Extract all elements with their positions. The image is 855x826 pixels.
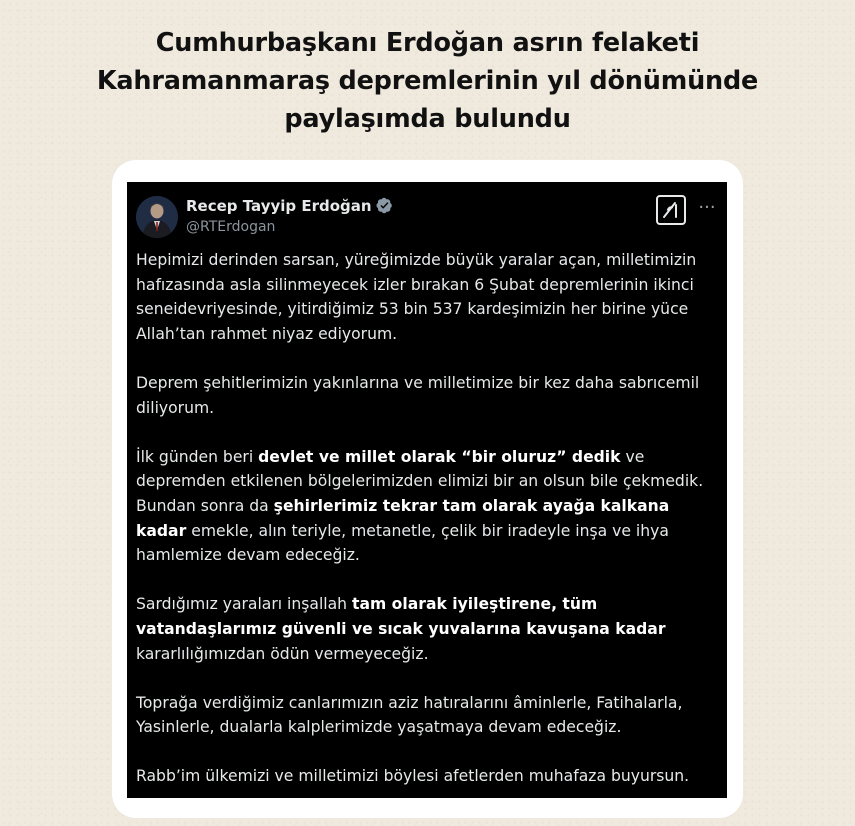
tweet-text xyxy=(136,248,721,789)
tweet-paragraph-6: Rabb’im ülkemizi ve milletimizi böylesi afetlerden muhafaza buyursun. xyxy=(136,767,690,786)
bold-text-run: tam olarak iyileştirene, tüm vatandaşlarımız güvenli ve sıcak yuvalarına kavuşana kadar xyxy=(136,595,666,638)
author-name[interactable]: Recep Tayyip Erdoğan xyxy=(186,196,372,215)
bold-text-run: şehirlerimiz tekrar tam olarak ayağa kalkana kadar xyxy=(136,496,670,540)
text-run: ve depremden etkilenen bölgelerimizden elimizi bir an olsun bile çekmedik. Bundan sonra da xyxy=(136,447,704,515)
author-handle[interactable]: @RTErdogan xyxy=(186,218,276,235)
headline-line-3: paylaşımda bulundu xyxy=(284,104,571,134)
tweet-paragraph-5: Toprağa verdiğimiz canlarımızın aziz hatıralarını âminlerle, Fatihalarla, Yasinlerle, dualarla kalplerimizde yaşatmaya devam edeceğiz. xyxy=(136,693,683,737)
tweet-author[interactable] xyxy=(186,195,393,237)
text-run: emekle, alın teriyle, metanetle, çelik bir iradeyle inşa ve ihya hamlemize devam edeceğiz. xyxy=(136,521,669,565)
bold-text-run: devlet ve millet olarak “bir oluruz” dedik xyxy=(258,447,621,466)
headline-line-1: Cumhurbaşkanı Erdoğan asrın felaketi xyxy=(155,28,700,58)
tweet-paragraph-1: Hepimizi derinden sarsan, yüreğimizde büyük yaralar açan, milletimizin hafızasında asla silinmeyecek izler bırakan 6 Şubat depremlerinin ikinci seneidevriyesinde, yitirdiğimiz 53 bin 537 kardeşimizin her birine yüce Allah’tan rahmet niyaz ediyorum. xyxy=(136,251,697,343)
tweet-paragraph-4 xyxy=(136,592,721,666)
text-run: kararlılığımızdan ödün vermeyeceğiz. xyxy=(136,644,429,663)
grok-button[interactable] xyxy=(656,195,686,225)
tweet-paragraph-3 xyxy=(136,445,721,568)
tweet-card[interactable] xyxy=(127,182,727,798)
more-options-icon[interactable]: ··· xyxy=(698,197,716,218)
avatar-image xyxy=(136,196,178,238)
text-run: Sardığımız yaraları inşallah xyxy=(136,595,353,614)
headline xyxy=(0,24,855,138)
avatar[interactable] xyxy=(136,196,178,238)
grok-icon xyxy=(661,200,681,220)
tweet-paragraph-2: Deprem şehitlerimizin yakınlarına ve milletimize bir kez daha sabrıcemil diliyorum. xyxy=(136,373,700,417)
text-run: İlk günden beri xyxy=(136,447,259,466)
headline-line-2: Kahramanmaraş depremlerinin yıl dönümünde xyxy=(96,66,759,96)
verified-badge-icon xyxy=(376,197,393,214)
